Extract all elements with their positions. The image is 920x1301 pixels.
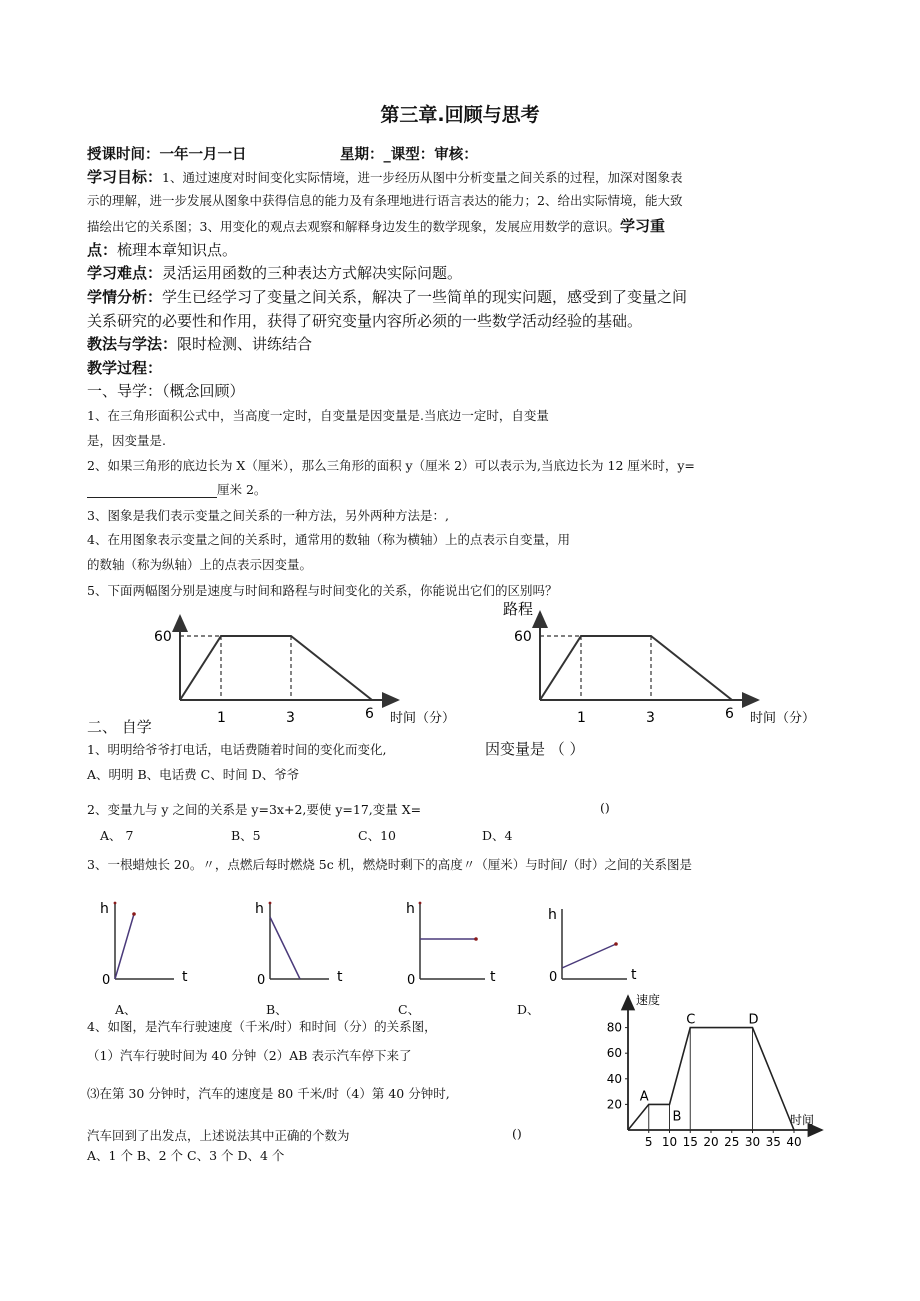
y-tick-label: 60 bbox=[606, 1046, 622, 1061]
y-axis-label: 速度 bbox=[636, 993, 661, 1007]
part2-q3: 3、一根蜡烛长 20。〃，点燃后每时燃烧 5c 机，燃烧时剩下的高度〃（厘米）与时间/（时）之间的关系图是 bbox=[87, 857, 692, 872]
x-tick: 1 bbox=[577, 710, 586, 726]
part1-heading: 一、导学：（概念回顾） bbox=[87, 382, 245, 400]
graph-letter-d: D、 bbox=[517, 1002, 540, 1017]
time-value: 一年一月一日 bbox=[159, 147, 247, 163]
y-tick: 60 bbox=[514, 629, 532, 645]
analysis-line-1 bbox=[87, 286, 687, 307]
x-tick-label: 40 bbox=[786, 1135, 802, 1149]
reviewer: 审核： bbox=[434, 147, 478, 163]
goals-line-2: 示的理解，进一步发展从图象中获得信息的能力及有条理地进行语言表达的能力；2、给出实际情境，能大致 bbox=[87, 193, 683, 208]
part2-q1: 1、明明给爷爷打电话，电话费随着时间的变化而变化, bbox=[87, 742, 387, 757]
x-axis-label: 时间（分） bbox=[390, 711, 456, 726]
candle-graph-a bbox=[98, 895, 198, 995]
speed-line bbox=[628, 1028, 794, 1130]
x-tick: 6 bbox=[365, 706, 374, 722]
key-line bbox=[87, 239, 237, 260]
part1-q2-tail: 厘米 2。 bbox=[217, 482, 267, 497]
point-label-c: C bbox=[686, 1012, 696, 1028]
part2-q2-option-b: B、5 bbox=[231, 828, 261, 843]
y-tick: 60 bbox=[154, 629, 172, 645]
graph-letter-a: A、 bbox=[115, 1002, 137, 1017]
part2-q1-options: A、明明 B、电话费 C、时间 D、爷爷 bbox=[87, 767, 300, 782]
part2-q2-option-a: A、 7 bbox=[100, 828, 134, 843]
part2-q4-line4: 汽车回到了出发点，上述说法其中正确的个数为 bbox=[87, 1128, 350, 1143]
part2-q2-option-d: D、4 bbox=[482, 828, 513, 843]
part2-q4-paren: () bbox=[512, 1126, 522, 1141]
candle-graph-b bbox=[253, 895, 353, 995]
graph-letter-b: B、 bbox=[266, 1002, 288, 1017]
h-label: h bbox=[406, 901, 415, 917]
part2-q2-option-c: C、10 bbox=[358, 828, 396, 843]
goals-line-1 bbox=[87, 166, 682, 187]
analysis-label: 学情分析： bbox=[87, 288, 163, 306]
method-label: 教法与学法： bbox=[87, 335, 178, 353]
goals-text-1: 1、通过速度对时间变化实际情境，进一步经历从图中分析变量之间关系的过程，加深对图象表 bbox=[162, 170, 683, 185]
analysis-text-1: 学生已经学习了变量之间关系，解决了一些简单的现实问题，感受到了变量之间 bbox=[162, 288, 688, 306]
part2-q1-tail: 因变量是 （ ） bbox=[485, 740, 585, 758]
graph-letter-c: C、 bbox=[398, 1002, 421, 1017]
x-axis-label: 时间（分） bbox=[750, 711, 816, 726]
x-tick-label: 30 bbox=[744, 1135, 761, 1149]
graph-line bbox=[115, 914, 134, 979]
graph-line bbox=[270, 917, 300, 979]
part2-q4-options: A、1 个 B、2 个 C、3 个 D、4 个 bbox=[87, 1148, 285, 1163]
part2-heading: 二、 自学 bbox=[87, 718, 152, 736]
t-label: t bbox=[337, 969, 343, 985]
origin-label: 0 bbox=[549, 970, 558, 985]
part1-q1-line2: 是，因变量是. bbox=[87, 433, 166, 448]
part1-q5: 5、下面两幅图分别是速度与时间和路程与时间变化的关系，你能说出它们的区别吗？ bbox=[87, 583, 558, 598]
graph-line bbox=[540, 636, 732, 700]
y-tick-label: 80 bbox=[606, 1020, 622, 1035]
x-tick: 3 bbox=[646, 710, 655, 726]
graph-line bbox=[180, 636, 372, 700]
h-label: h bbox=[255, 901, 264, 917]
part2-q2: 2、变量九与 y 之间的关系是 y=3x+2,要使 y=17,变量 X= bbox=[87, 802, 422, 817]
t-label: t bbox=[182, 969, 188, 985]
part1-q3: 3、图象是我们表示变量之间关系的一种方法，另外两种方法是：, bbox=[87, 508, 449, 523]
distance-time-graph bbox=[500, 598, 840, 730]
lesson-meta bbox=[340, 143, 478, 164]
candle-graph-c bbox=[400, 895, 500, 995]
origin-label: 0 bbox=[102, 973, 111, 988]
x-tick-label: 10 bbox=[661, 1135, 678, 1149]
x-tick-label: 25 bbox=[724, 1135, 740, 1149]
time-label: 授课时间： bbox=[87, 147, 160, 163]
h-label: h bbox=[100, 901, 109, 917]
answer-blank[interactable] bbox=[87, 483, 217, 498]
x-tick-label: 35 bbox=[765, 1135, 781, 1149]
part2-q2-paren: () bbox=[600, 800, 610, 815]
y-tick-label: 40 bbox=[606, 1071, 622, 1086]
point-label-d: D bbox=[748, 1012, 759, 1028]
x-tick-label: 15 bbox=[682, 1135, 698, 1149]
x-tick: 6 bbox=[725, 706, 734, 722]
part1-q4-line1: 4、在用图象表示变量之间的关系时，通常用的数轴（称为横轴）上的点表示自变量，用 bbox=[87, 532, 570, 547]
lesson-time bbox=[87, 143, 247, 164]
x-axis-label: 时间 bbox=[790, 1113, 815, 1127]
part2-q4-line2: （1）汽车行驶时间为 40 分钟（2）AB 表示汽车停下来了 bbox=[87, 1048, 412, 1063]
key-label-a: 学习重 bbox=[619, 217, 665, 235]
difficulty-line bbox=[87, 262, 462, 283]
x-tick: 1 bbox=[217, 710, 226, 726]
method-line bbox=[87, 333, 312, 354]
goals-line-3 bbox=[87, 215, 665, 236]
process-label: 教学过程： bbox=[87, 359, 163, 377]
method-text: 限时检测、讲练结合 bbox=[177, 335, 313, 353]
part1-q4-line2: 的数轴（称为纵轴）上的点表示因变量。 bbox=[87, 557, 313, 572]
x-tick-label: 5 bbox=[644, 1135, 653, 1149]
x-tick: 3 bbox=[286, 710, 295, 726]
analysis-line-2: 关系研究的必要性和作用，获得了研究变量内容所必须的一些数学活动经验的基础。 bbox=[87, 312, 643, 330]
y-tick-label: 20 bbox=[606, 1097, 622, 1112]
part1-q1-line1: 1、在三角形面积公式中，当高度一定时，自变量是因变量是.当底边一定时，自变量 bbox=[87, 408, 549, 423]
part2-q4-line1: 4、如图，是汽车行驶速度（千米/时）和时间（分）的关系图， bbox=[87, 1019, 437, 1034]
point-label-a: A bbox=[639, 1089, 649, 1105]
h-label: h bbox=[548, 907, 557, 923]
origin-label: 0 bbox=[257, 973, 266, 988]
point-label-b: B bbox=[672, 1109, 682, 1125]
x-tick-label: 20 bbox=[703, 1135, 719, 1149]
origin-label: 0 bbox=[407, 973, 416, 988]
t-label: t bbox=[490, 969, 496, 985]
speed-time-chart bbox=[592, 990, 842, 1155]
part2-q4-line3: ⑶在第 30 分钟时，汽车的速度是 80 千米/时（4）第 40 分钟时, bbox=[87, 1086, 450, 1101]
difficulty-label: 学习难点： bbox=[87, 264, 163, 282]
part1-q2-line1: 2、如果三角形的底边长为 X（厘米），那么三角形的面积 y（厘米 2）可以表示为,当底边长为 12 厘米时，y= bbox=[87, 458, 695, 473]
y-axis-label: 路程 bbox=[503, 600, 534, 618]
week-label: 星期： bbox=[340, 147, 384, 163]
speed-time-graph bbox=[140, 598, 500, 730]
graph-line bbox=[562, 944, 616, 968]
candle-graph-d bbox=[545, 895, 645, 995]
goals-label: 学习目标： bbox=[87, 168, 163, 186]
difficulty-text: 灵活运用函数的三种表达方式解决实际问题。 bbox=[162, 264, 463, 282]
lesson-type: _课型： bbox=[383, 147, 435, 163]
key-label-b: 点： bbox=[87, 241, 118, 259]
page-title: 第三章.回顾与思考 bbox=[380, 104, 540, 126]
part1-q2-line2 bbox=[87, 480, 266, 498]
goals-text-3: 描绘出它的关系图；3、用变化的观点去观察和解释身边发生的数学现象，发展应用数学的意识。 bbox=[87, 219, 620, 234]
key-text: 梳理本章知识点。 bbox=[117, 241, 238, 259]
t-label: t bbox=[631, 967, 637, 983]
